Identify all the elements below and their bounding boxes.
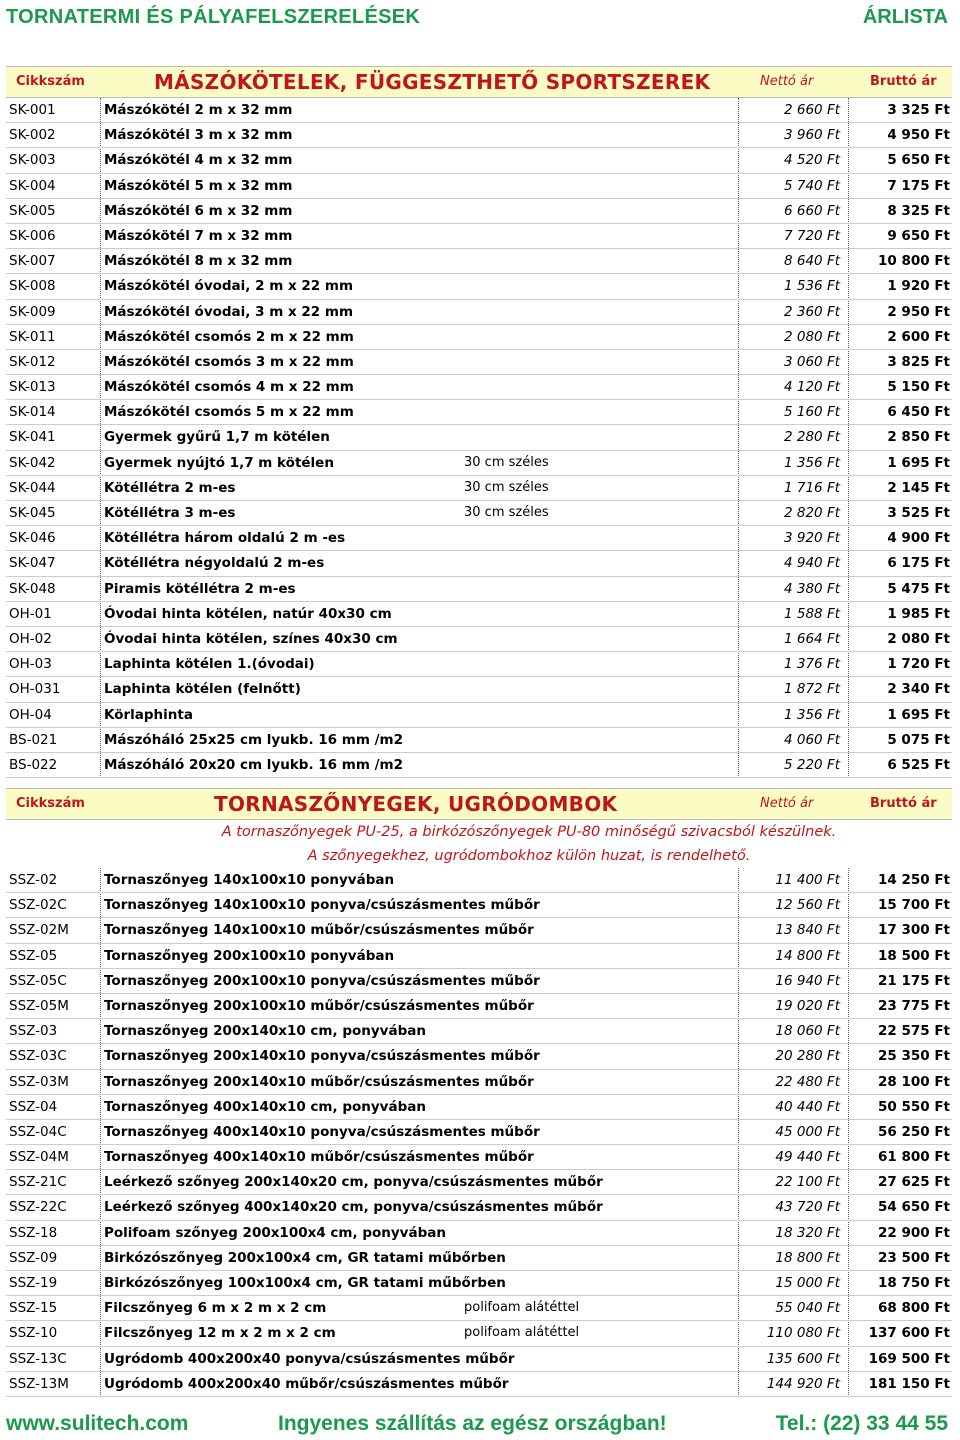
gross-price: 14 250 Ft: [877, 872, 950, 888]
table-row: [6, 375, 952, 400]
net-price: 1 588 Ft: [784, 605, 840, 622]
table-row: [6, 918, 952, 943]
product-code: SK-007: [9, 253, 56, 270]
section-note: A szőnyegekhez, ugródombokhoz külön huzat, is rendelhető.: [307, 848, 751, 864]
gross-price: 1 720 Ft: [887, 656, 950, 673]
table-row: [6, 1221, 952, 1246]
gross-price: 6 450 Ft: [887, 404, 950, 421]
table-row: [6, 1321, 952, 1346]
product-code: SSZ-05: [9, 947, 58, 964]
table-row: [6, 994, 952, 1019]
product-name: Mászókötél 2 m x 32 mm: [104, 102, 293, 118]
net-price: 1 356 Ft: [784, 454, 840, 471]
table-row: [6, 868, 952, 893]
product-code: SK-048: [9, 580, 56, 597]
product-name: Gyermek nyújtó 1,7 m kötélen: [104, 454, 334, 471]
net-price: 144 920 Ft: [766, 1375, 840, 1392]
net-price: 7 720 Ft: [784, 227, 840, 244]
product-code: SK-014: [9, 404, 56, 421]
gross-price: 5 475 Ft: [887, 580, 950, 597]
table-row: [6, 199, 952, 224]
gross-price: 181 150 Ft: [868, 1375, 950, 1392]
product-name: Kötéllétra három oldalú 2 m -es: [104, 530, 346, 547]
table-row: [6, 1372, 952, 1397]
gross-price: 27 625 Ft: [877, 1174, 950, 1191]
product-name: Tornaszőnyeg 140x100x10 ponyvában: [104, 872, 395, 888]
product-name: Mászókötél csomós 2 m x 22 mm: [104, 328, 354, 345]
net-price: 15 000 Ft: [775, 1275, 840, 1291]
product-code: SK-042: [9, 454, 56, 471]
product-code: SK-005: [9, 202, 56, 219]
table-row: [6, 501, 952, 526]
table-row: [6, 627, 952, 652]
table-row: [6, 1070, 952, 1095]
product-code: SK-004: [9, 177, 56, 194]
product-name: Óvodai hinta kötélen, natúr 40x30 cm: [104, 605, 392, 622]
product-name: Mászókötél 3 m x 32 mm: [104, 127, 293, 144]
product-code: SSZ-02: [9, 872, 58, 888]
table-row: [6, 753, 952, 778]
gross-price: 137 600 Ft: [868, 1325, 950, 1342]
gross-price: 61 800 Ft: [877, 1149, 950, 1166]
product-name: Piramis kötéllétra 2 m-es: [104, 580, 296, 597]
product-name: Mászókötél 8 m x 32 mm: [104, 253, 293, 270]
net-price: 18 800 Ft: [775, 1249, 840, 1266]
product-name: Kötéllétra 2 m-es: [104, 479, 236, 496]
table-row: [6, 1095, 952, 1120]
table-row: [6, 944, 952, 969]
gross-price: 56 250 Ft: [877, 1123, 950, 1140]
table-row: [6, 325, 952, 350]
free-shipping-text: Ingyenes szállítás az egész országban!: [278, 1412, 667, 1435]
product-code: SK-001: [9, 102, 56, 118]
product-code: SSZ-21C: [9, 1174, 67, 1191]
net-price: 4 940 Ft: [784, 555, 840, 572]
product-code: SSZ-03C: [9, 1048, 67, 1065]
net-price: 5 220 Ft: [784, 756, 840, 773]
product-code: SK-044: [9, 479, 56, 496]
table-row: [6, 425, 952, 450]
gross-price: 3 525 Ft: [887, 505, 950, 521]
product-name: Tornaszőnyeg 200x140x10 cm, ponyvában: [104, 1023, 426, 1040]
table-row: [6, 526, 952, 551]
product-code: SK-002: [9, 127, 56, 144]
product-code: SK-045: [9, 505, 56, 521]
table-row: [6, 551, 952, 576]
table-row: [6, 123, 952, 148]
net-price: 2 280 Ft: [784, 429, 840, 446]
gross-price: 54 650 Ft: [877, 1199, 950, 1216]
net-price: 1 872 Ft: [784, 681, 840, 698]
product-code: SSZ-02M: [9, 922, 69, 939]
company-heading: TORNATERMI ÉS PÁLYAFELSZERELÉSEK: [6, 6, 421, 28]
product-name: Gyermek gyűrű 1,7 m kötélen: [104, 429, 330, 446]
table-row: [6, 224, 952, 249]
product-code: SK-041: [9, 429, 56, 446]
phone-number: Tel.: (22) 33 44 55: [775, 1412, 948, 1435]
product-code: SSZ-15: [9, 1300, 58, 1317]
table-row: [6, 274, 952, 299]
product-name: Mászókötél óvodai, 2 m x 22 mm: [104, 278, 354, 295]
product-name: Mászókötél 7 m x 32 mm: [104, 227, 293, 244]
table-row: [6, 1195, 952, 1220]
product-code: SK-008: [9, 278, 56, 295]
product-name: Laphinta kötélen 1.(óvodai): [104, 656, 315, 673]
net-price: 8 640 Ft: [784, 253, 840, 270]
gross-price-column-header: Bruttó ár: [870, 796, 937, 811]
product-code: SSZ-10: [9, 1325, 58, 1342]
net-price: 43 720 Ft: [775, 1199, 840, 1216]
gross-price: 21 175 Ft: [877, 972, 950, 989]
product-code: OH-031: [9, 681, 61, 698]
product-name: Tornaszőnyeg 200x140x10 ponyva/csúszásmentes műbőr: [104, 1048, 540, 1065]
page-footer: [0, 1412, 960, 1440]
net-price: 11 400 Ft: [775, 872, 840, 888]
table-row: [6, 174, 952, 199]
net-price: 49 440 Ft: [775, 1149, 840, 1166]
net-price: 22 100 Ft: [775, 1174, 840, 1191]
net-price: 1 536 Ft: [784, 278, 840, 295]
gross-price: 5 650 Ft: [887, 152, 950, 169]
net-price: 6 660 Ft: [784, 202, 840, 219]
product-name: Óvodai hinta kötélen, színes 40x30 cm: [104, 630, 398, 647]
net-price: 110 080 Ft: [766, 1325, 840, 1342]
net-price: 13 840 Ft: [775, 922, 840, 939]
net-price: 12 560 Ft: [775, 897, 840, 914]
product-name: Birkózószőnyeg 200x100x4 cm, GR tatami műbőrben: [104, 1249, 506, 1266]
net-price: 4 380 Ft: [784, 580, 840, 597]
gross-price: 6 175 Ft: [887, 555, 950, 572]
gross-price: 1 695 Ft: [887, 454, 950, 471]
table-row: [6, 148, 952, 173]
section-title: TORNASZŐNYEGEK, UGRÓDOMBOK: [214, 792, 618, 816]
gross-price: 1 985 Ft: [887, 605, 950, 622]
product-code: SSZ-04C: [9, 1123, 67, 1140]
table-row: [6, 577, 952, 602]
net-price: 20 280 Ft: [775, 1048, 840, 1065]
net-price: 2 360 Ft: [784, 303, 840, 320]
product-code: SK-003: [9, 152, 56, 169]
net-price: 16 940 Ft: [775, 972, 840, 989]
gross-price: 22 900 Ft: [877, 1224, 950, 1241]
table-row: [6, 1170, 952, 1195]
net-price: 18 060 Ft: [775, 1023, 840, 1040]
net-price: 22 480 Ft: [775, 1073, 840, 1090]
table-row: [6, 1019, 952, 1044]
net-price: 1 356 Ft: [784, 706, 840, 723]
gross-price: 2 145 Ft: [887, 479, 950, 496]
product-name: Tornaszőnyeg 400x140x10 ponyva/csúszásmentes műbőr: [104, 1123, 540, 1140]
net-price: 4 520 Ft: [784, 152, 840, 169]
table-row: [6, 98, 952, 123]
price-table: [6, 98, 952, 778]
gross-price: 10 800 Ft: [877, 253, 950, 270]
table-row: [6, 652, 952, 677]
table-row: [6, 1296, 952, 1321]
product-code: SSZ-09: [9, 1249, 58, 1266]
product-code: SSZ-19: [9, 1275, 58, 1291]
net-price: 1 376 Ft: [784, 656, 840, 673]
product-code: OH-02: [9, 630, 52, 647]
product-name: Mászókötél 6 m x 32 mm: [104, 202, 293, 219]
table-row: [6, 677, 952, 702]
gross-price: 25 350 Ft: [877, 1048, 950, 1065]
section-climbing-ropes: [6, 66, 952, 778]
net-price: 14 800 Ft: [775, 947, 840, 964]
product-name: Mászókötél csomós 3 m x 22 mm: [104, 353, 354, 370]
net-price: 4 120 Ft: [784, 379, 840, 396]
product-name: Tornaszőnyeg 400x140x10 műbőr/csúszásmentes műbőr: [104, 1149, 534, 1166]
table-row: [6, 249, 952, 274]
product-name: Filcszőnyeg 12 m x 2 m x 2 cm: [104, 1325, 336, 1342]
net-price: 5 160 Ft: [784, 404, 840, 421]
net-price: 135 600 Ft: [766, 1350, 840, 1367]
net-price: 55 040 Ft: [775, 1300, 840, 1317]
gross-price: 23 775 Ft: [877, 997, 950, 1014]
table-row: [6, 476, 952, 501]
gross-price: 2 950 Ft: [887, 303, 950, 320]
product-name: Mászókötél 5 m x 32 mm: [104, 177, 293, 194]
gross-price: 5 075 Ft: [887, 731, 950, 748]
gross-price-column-header: Bruttó ár: [870, 74, 937, 89]
net-price: 1 716 Ft: [784, 479, 840, 496]
table-row: [6, 1120, 952, 1145]
net-price: 2 660 Ft: [784, 102, 840, 118]
table-row: [6, 1044, 952, 1069]
gross-price: 5 150 Ft: [887, 379, 950, 396]
product-name: Mászókötél 4 m x 32 mm: [104, 152, 293, 169]
product-code: OH-04: [9, 706, 52, 723]
table-row: [6, 1271, 952, 1296]
table-row: [6, 969, 952, 994]
product-name: Leérkező szőnyeg 400x140x20 cm, ponyva/csúszásmentes műbőr: [104, 1199, 603, 1216]
gross-price: 50 550 Ft: [877, 1098, 950, 1115]
product-name: Tornaszőnyeg 200x100x10 műbőr/csúszásmentes műbőr: [104, 997, 534, 1014]
net-price: 40 440 Ft: [775, 1098, 840, 1115]
product-code: SK-012: [9, 353, 56, 370]
section-note: A tornaszőnyegek PU-25, a birkózószőnyegek PU-80 minőségű szivacsból készülnek.: [221, 824, 837, 840]
section-title: MÁSZÓKÖTELEK, FÜGGESZTHETŐ SPORTSZEREK: [154, 70, 711, 94]
product-code: SK-006: [9, 227, 56, 244]
product-name: Tornaszőnyeg 140x100x10 ponyva/csúszásmentes műbőr: [104, 897, 540, 914]
product-code: SSZ-13M: [9, 1375, 69, 1392]
gross-price: 8 325 Ft: [887, 202, 950, 219]
table-row: [6, 703, 952, 728]
product-name: Birkózószőnyeg 100x100x4 cm, GR tatami műbőrben: [104, 1275, 506, 1291]
product-code: SK-013: [9, 379, 56, 396]
product-code: SSZ-13C: [9, 1350, 67, 1367]
section-notes: [6, 820, 952, 868]
product-code: BS-022: [9, 756, 58, 773]
product-name: Tornaszőnyeg 140x100x10 műbőr/csúszásmentes műbőr: [104, 922, 534, 939]
product-code: SSZ-03M: [9, 1073, 69, 1090]
table-row: [6, 400, 952, 425]
table-row: [6, 1246, 952, 1271]
gross-price: 2 600 Ft: [887, 328, 950, 345]
page-header: [0, 0, 960, 40]
gross-price: 1 920 Ft: [887, 278, 950, 295]
product-name: Filcszőnyeg 6 m x 2 m x 2 cm: [104, 1300, 327, 1317]
gross-price: 18 750 Ft: [877, 1275, 950, 1291]
code-column-header: Cikkszám: [16, 74, 85, 89]
product-name: Tornaszőnyeg 400x140x10 cm, ponyvában: [104, 1098, 426, 1115]
section-header: [6, 66, 952, 98]
gross-price: 4 900 Ft: [887, 530, 950, 547]
product-code: SSZ-22C: [9, 1199, 67, 1216]
gross-price: 17 300 Ft: [877, 922, 950, 939]
product-code: SK-047: [9, 555, 56, 572]
product-name: Mászókötél csomós 5 m x 22 mm: [104, 404, 354, 421]
product-code: SSZ-04: [9, 1098, 58, 1115]
website-link[interactable]: www.sulitech.com: [6, 1412, 189, 1435]
product-code: SSZ-03: [9, 1023, 58, 1040]
net-price-column-header: Nettó ár: [760, 74, 814, 89]
product-code: SSZ-05C: [9, 972, 67, 989]
gross-price: 2 340 Ft: [887, 681, 950, 698]
table-row: [6, 602, 952, 627]
price-list-heading: ÁRLISTA: [862, 6, 948, 28]
table-row: [6, 893, 952, 918]
net-price: 19 020 Ft: [775, 997, 840, 1014]
gross-price: 4 950 Ft: [887, 127, 950, 144]
gross-price: 68 800 Ft: [877, 1300, 950, 1317]
gross-price: 1 695 Ft: [887, 706, 950, 723]
product-note: 30 cm széles: [464, 505, 549, 520]
table-row: [6, 1145, 952, 1170]
code-column-header: Cikkszám: [16, 796, 85, 811]
product-name: Leérkező szőnyeg 200x140x20 cm, ponyva/csúszásmentes műbőr: [104, 1174, 603, 1191]
product-code: BS-021: [9, 731, 58, 748]
product-name: Laphinta kötélen (felnőtt): [104, 681, 301, 698]
price-table: [6, 868, 952, 1397]
product-code: OH-03: [9, 656, 52, 673]
net-price: 3 960 Ft: [784, 127, 840, 144]
product-name: Ugródomb 400x200x40 műbőr/csúszásmentes műbőr: [104, 1375, 509, 1392]
net-price: 45 000 Ft: [775, 1123, 840, 1140]
product-name: Mászóháló 25x25 cm lyukb. 16 mm /m2: [104, 731, 404, 748]
gross-price: 18 500 Ft: [877, 947, 950, 964]
product-code: SSZ-18: [9, 1224, 58, 1241]
gross-price: 2 850 Ft: [887, 429, 950, 446]
net-price: 3 060 Ft: [784, 353, 840, 370]
product-name: Polifoam szőnyeg 200x100x4 cm, ponyvában: [104, 1224, 446, 1241]
net-price: 5 740 Ft: [784, 177, 840, 194]
net-price-column-header: Nettó ár: [760, 796, 814, 811]
product-name: Tornaszőnyeg 200x100x10 ponyvában: [104, 947, 395, 964]
section-gym-mats: [6, 788, 952, 1397]
product-name: Kötéllétra 3 m-es: [104, 505, 236, 521]
net-price: 18 320 Ft: [775, 1224, 840, 1241]
product-name: Ugródomb 400x200x40 ponyva/csúszásmentes műbőr: [104, 1350, 515, 1367]
gross-price: 6 525 Ft: [887, 756, 950, 773]
net-price: 4 060 Ft: [784, 731, 840, 748]
product-code: SK-046: [9, 530, 56, 547]
product-name: Mászókötél óvodai, 3 m x 22 mm: [104, 303, 354, 320]
product-note: polifoam alátéttel: [464, 1325, 580, 1341]
product-code: SSZ-02C: [9, 897, 67, 914]
product-code: SSZ-05M: [9, 997, 69, 1014]
product-code: SK-011: [9, 328, 56, 345]
product-name: Körlaphinta: [104, 706, 193, 723]
gross-price: 7 175 Ft: [887, 177, 950, 194]
product-code: SSZ-04M: [9, 1149, 69, 1166]
product-code: SK-009: [9, 303, 56, 320]
section-header: [6, 788, 952, 820]
gross-price: 9 650 Ft: [887, 227, 950, 244]
gross-price: 169 500 Ft: [868, 1350, 950, 1367]
gross-price: 3 825 Ft: [887, 353, 950, 370]
net-price: 1 664 Ft: [784, 630, 840, 647]
net-price: 3 920 Ft: [784, 530, 840, 547]
product-name: Kötéllétra négyoldalú 2 m-es: [104, 555, 325, 572]
table-row: [6, 451, 952, 476]
gross-price: 28 100 Ft: [877, 1073, 950, 1090]
net-price: 2 080 Ft: [784, 328, 840, 345]
gross-price: 3 325 Ft: [887, 102, 950, 118]
product-note: 30 cm széles: [464, 479, 549, 495]
gross-price: 22 575 Ft: [877, 1023, 950, 1040]
gross-price: 15 700 Ft: [877, 897, 950, 914]
net-price: 2 820 Ft: [784, 505, 840, 521]
gross-price: 2 080 Ft: [887, 630, 950, 647]
product-note: 30 cm széles: [464, 454, 549, 470]
table-row: [6, 350, 952, 375]
product-code: OH-01: [9, 605, 52, 622]
table-row: [6, 300, 952, 325]
table-row: [6, 1347, 952, 1372]
product-name: Tornaszőnyeg 200x100x10 ponyva/csúszásmentes műbőr: [104, 972, 540, 989]
product-name: Mászóháló 20x20 cm lyukb. 16 mm /m2: [104, 756, 404, 773]
table-row: [6, 728, 952, 753]
gross-price: 23 500 Ft: [877, 1249, 950, 1266]
product-note: polifoam alátéttel: [464, 1300, 580, 1316]
product-name: Mászókötél csomós 4 m x 22 mm: [104, 379, 354, 396]
product-name: Tornaszőnyeg 200x140x10 műbőr/csúszásmentes műbőr: [104, 1073, 534, 1090]
